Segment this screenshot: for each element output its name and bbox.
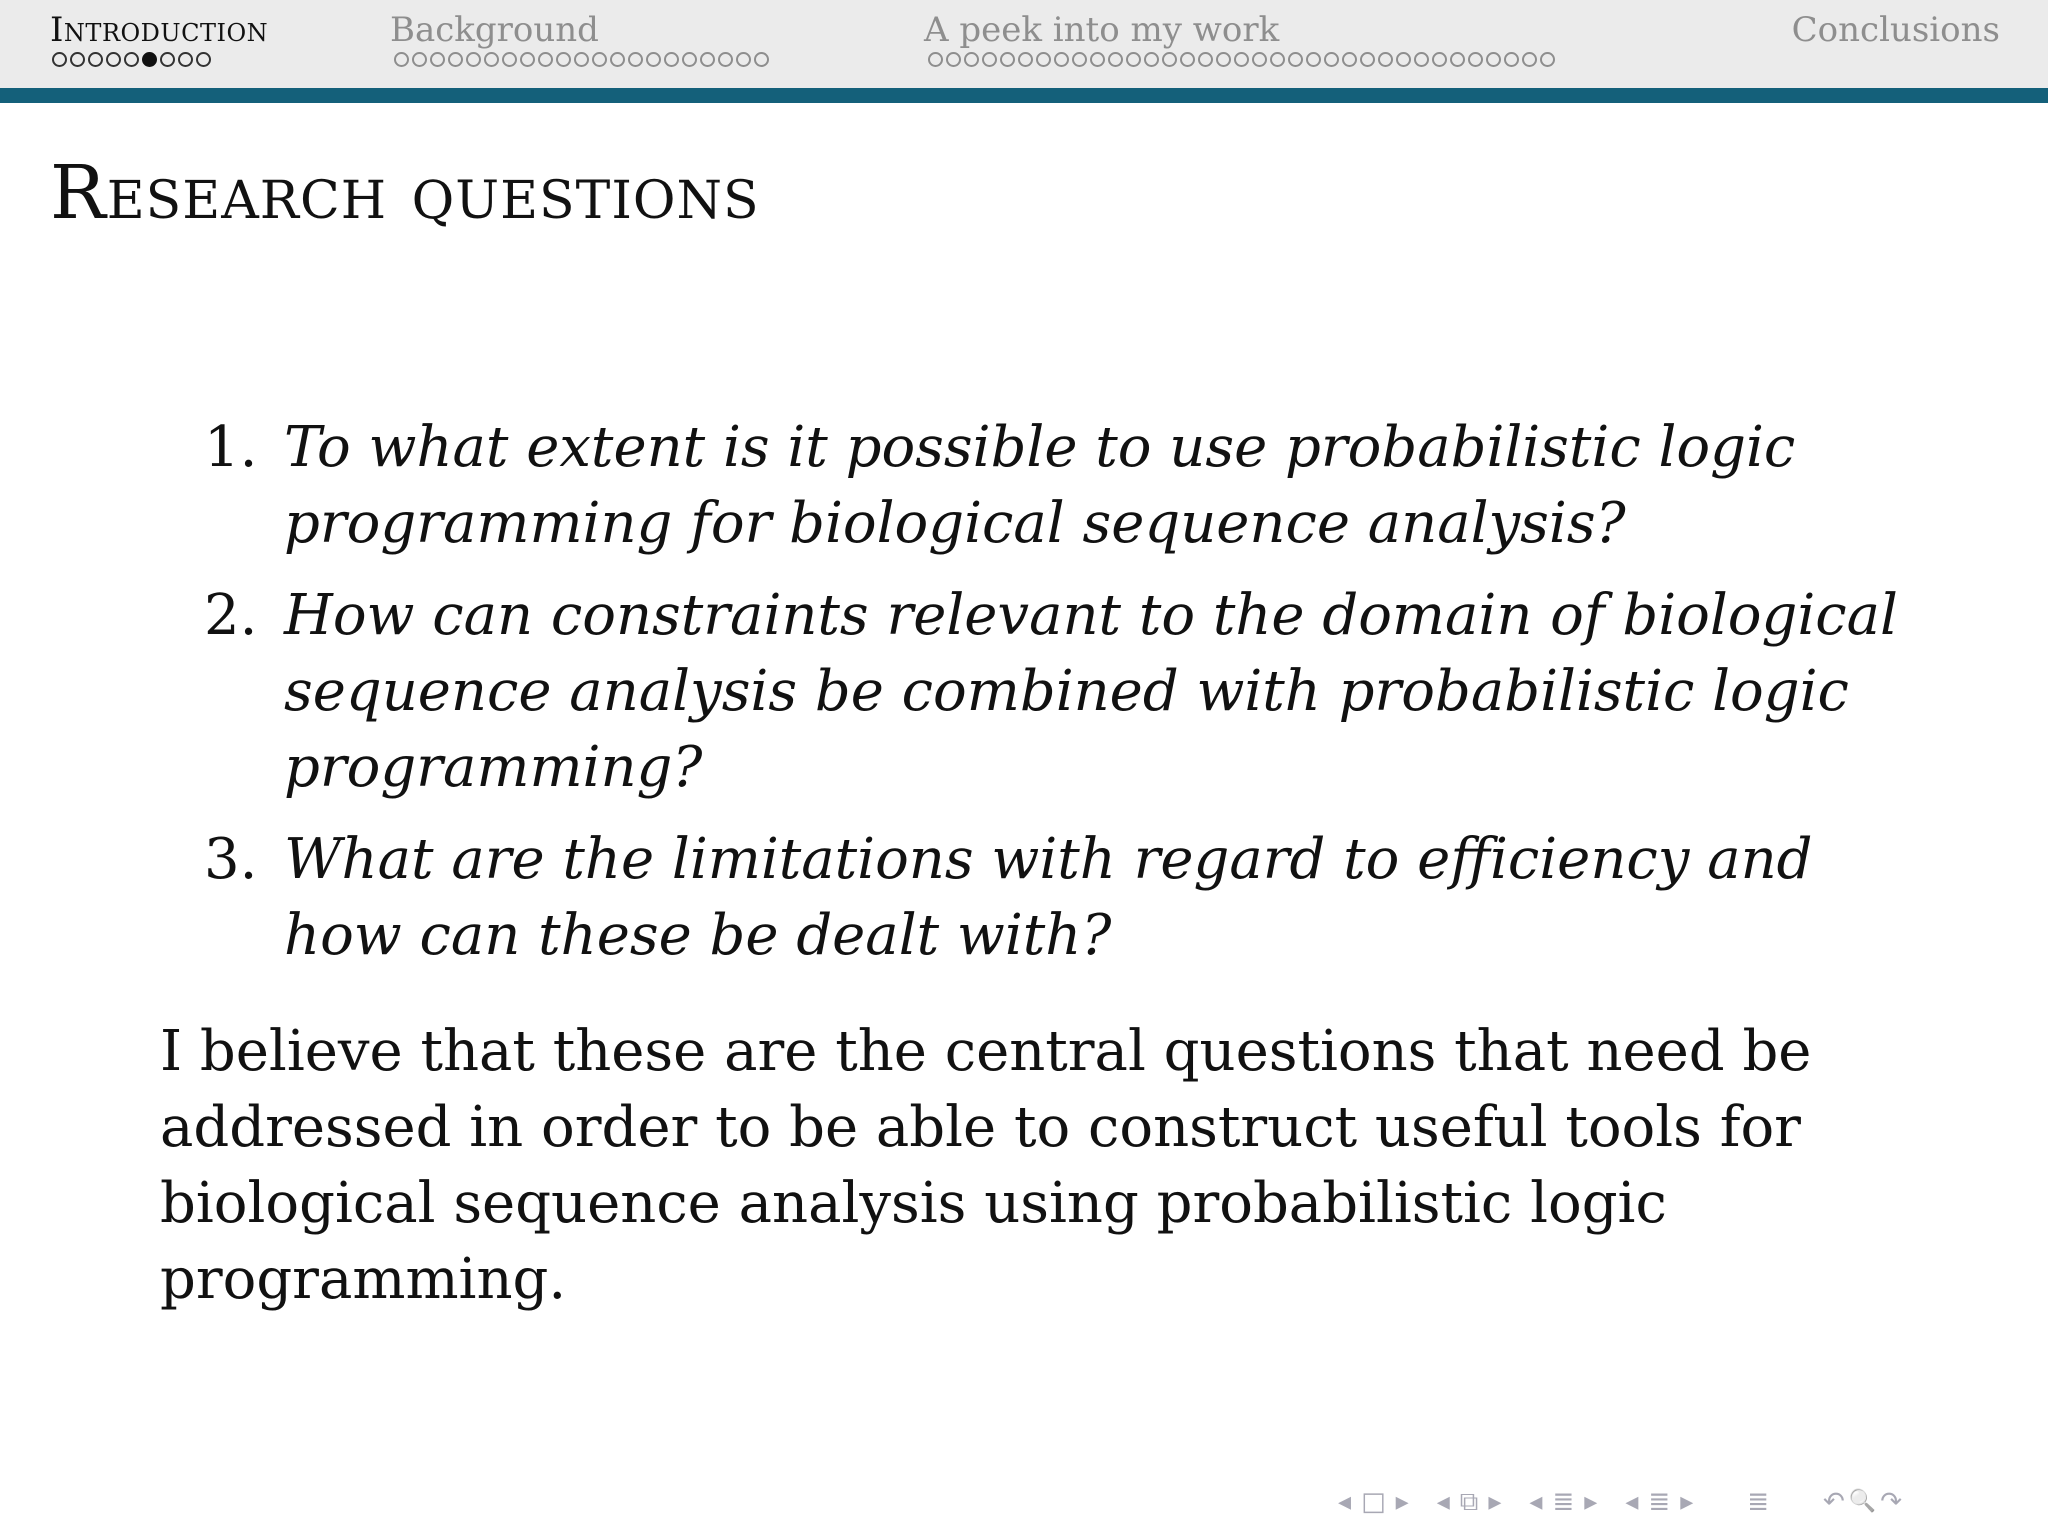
frame-dot[interactable] (1180, 52, 1195, 67)
frame-dot[interactable] (466, 52, 481, 67)
frame-dots-introduction[interactable] (52, 49, 214, 69)
frame-dot[interactable] (88, 52, 103, 67)
frame-dot[interactable] (1450, 52, 1465, 67)
question-text: To what extent is it possible to use probabilistic logic programming for biological sequence analysis? (284, 415, 1796, 556)
frame-dot[interactable] (1540, 52, 1555, 67)
header-rule (0, 88, 2048, 103)
question-text: How can constraints relevant to the domain of biological sequence analysis be combined with probabilistic logic programming? (284, 583, 1898, 800)
frame-dot[interactable] (1396, 52, 1411, 67)
frame-dot[interactable] (1072, 52, 1087, 67)
frame-prev-icon[interactable]: ◂ (1436, 1487, 1450, 1517)
frame-dot[interactable] (946, 52, 961, 67)
frame-dot[interactable] (520, 52, 535, 67)
frame-dot[interactable] (1324, 52, 1339, 67)
frame-dot[interactable] (718, 52, 733, 67)
frame-dot[interactable] (448, 52, 463, 67)
question-number: 2. (204, 583, 258, 648)
frame-dots-peek-into-work[interactable] (928, 49, 1558, 69)
frame-dot[interactable] (124, 52, 139, 67)
frame-dot[interactable] (1252, 52, 1267, 67)
section-conclusions[interactable] (1700, 8, 2000, 52)
research-questions-list (200, 410, 1900, 990)
frame-dot[interactable] (1270, 52, 1285, 67)
section-background[interactable] (390, 8, 599, 52)
frame-dot[interactable] (628, 52, 643, 67)
frame-dot[interactable] (1162, 52, 1177, 67)
slide-prev-icon[interactable]: ◂ (1338, 1487, 1352, 1517)
frame-dot[interactable] (196, 52, 211, 67)
section-introduction[interactable] (50, 8, 268, 52)
section-prev-icon[interactable]: ◂ (1625, 1487, 1639, 1517)
frame-dot[interactable] (1504, 52, 1519, 67)
frame-dot[interactable] (1306, 52, 1321, 67)
frame-dot[interactable] (574, 52, 589, 67)
frame-dot[interactable] (1198, 52, 1213, 67)
forward-icon[interactable]: ↷ (1880, 1487, 1903, 1517)
frame-dot[interactable] (592, 52, 607, 67)
slide-next-icon[interactable]: ▸ (1395, 1487, 1409, 1517)
question-number: 1. (204, 415, 258, 480)
beamer-navigation-symbols (1338, 1484, 1902, 1520)
frame-dot[interactable] (52, 52, 67, 67)
slide-title: Research questions (50, 150, 760, 236)
frame-dot[interactable] (394, 52, 409, 67)
subsection-next-icon[interactable]: ▸ (1584, 1487, 1598, 1517)
frame-dot[interactable] (160, 52, 175, 67)
question-text: What are the limitations with regard to efficiency and how can these be dealt with? (284, 827, 1813, 968)
frame-dot[interactable] (1486, 52, 1501, 67)
frame-next-icon[interactable]: ▸ (1488, 1487, 1502, 1517)
list-item (200, 578, 1900, 806)
frame-dot[interactable] (1522, 52, 1537, 67)
subsection-icon[interactable]: ≣ (1552, 1487, 1575, 1517)
frame-dot[interactable] (1126, 52, 1141, 67)
frame-dot[interactable] (982, 52, 997, 67)
section-next-icon[interactable]: ▸ (1680, 1487, 1694, 1517)
frame-dot[interactable] (412, 52, 427, 67)
search-icon[interactable]: 🔍 (1848, 1489, 1877, 1514)
section-title-introduction[interactable]: Introduction (50, 10, 269, 50)
frame-dot[interactable] (610, 52, 625, 67)
section-peek-into-work[interactable] (924, 8, 1279, 52)
frame-dot[interactable] (964, 52, 979, 67)
frame-dot[interactable] (1144, 52, 1159, 67)
back-icon[interactable]: ↶ (1823, 1487, 1845, 1517)
frame-dot[interactable] (700, 52, 715, 67)
list-item (200, 822, 1900, 974)
section-title-background[interactable]: Background (390, 10, 599, 50)
frame-dot[interactable] (646, 52, 661, 67)
frame-dot[interactable] (1468, 52, 1483, 67)
frame-icon[interactable]: ⧉ (1459, 1487, 1479, 1517)
frame-dot[interactable] (1432, 52, 1447, 67)
section-title-peek-into-work[interactable]: A peek into my work (924, 10, 1280, 50)
frame-dot[interactable] (430, 52, 445, 67)
table-of-contents-icon[interactable]: ≣ (1747, 1487, 1770, 1517)
frame-dot[interactable] (1360, 52, 1375, 67)
frame-dot[interactable] (682, 52, 697, 67)
frame-dot[interactable] (1108, 52, 1123, 67)
frame-dot[interactable] (754, 52, 769, 67)
frame-dot[interactable] (1342, 52, 1357, 67)
frame-dot[interactable] (736, 52, 751, 67)
list-item (200, 410, 1900, 562)
frame-dot[interactable] (1216, 52, 1231, 67)
subsection-prev-icon[interactable]: ◂ (1529, 1487, 1543, 1517)
frame-dot[interactable] (178, 52, 193, 67)
frame-dots-background[interactable] (394, 49, 772, 69)
frame-dot[interactable] (664, 52, 679, 67)
section-navigation-bar (0, 0, 2048, 88)
frame-dot[interactable] (928, 52, 943, 67)
frame-dot[interactable] (1036, 52, 1051, 67)
frame-dot[interactable] (1054, 52, 1069, 67)
frame-dot[interactable] (1414, 52, 1429, 67)
frame-dot[interactable] (106, 52, 121, 67)
frame-dot[interactable] (1000, 52, 1015, 67)
frame-dot[interactable] (484, 52, 499, 67)
slide-icon[interactable]: □ (1361, 1487, 1386, 1517)
section-icon[interactable]: ≣ (1648, 1487, 1671, 1517)
frame-dot[interactable] (1234, 52, 1249, 67)
concluding-statement: I believe that these are the central questions that need be addressed in order to be able to construct useful tools for biological sequence analysis using probabilistic logic programming. (160, 1019, 1812, 1312)
frame-dot[interactable] (538, 52, 553, 67)
frame-dot-current[interactable] (142, 52, 157, 67)
frame-dot[interactable] (502, 52, 517, 67)
question-number: 3. (204, 827, 258, 892)
section-title-conclusions[interactable]: Conclusions (1791, 10, 2000, 50)
frame-dot[interactable] (556, 52, 571, 67)
frame-dot[interactable] (1378, 52, 1393, 67)
frame-dot[interactable] (1288, 52, 1303, 67)
frame-dot[interactable] (1090, 52, 1105, 67)
frame-dot[interactable] (70, 52, 85, 67)
frame-dot[interactable] (1018, 52, 1033, 67)
